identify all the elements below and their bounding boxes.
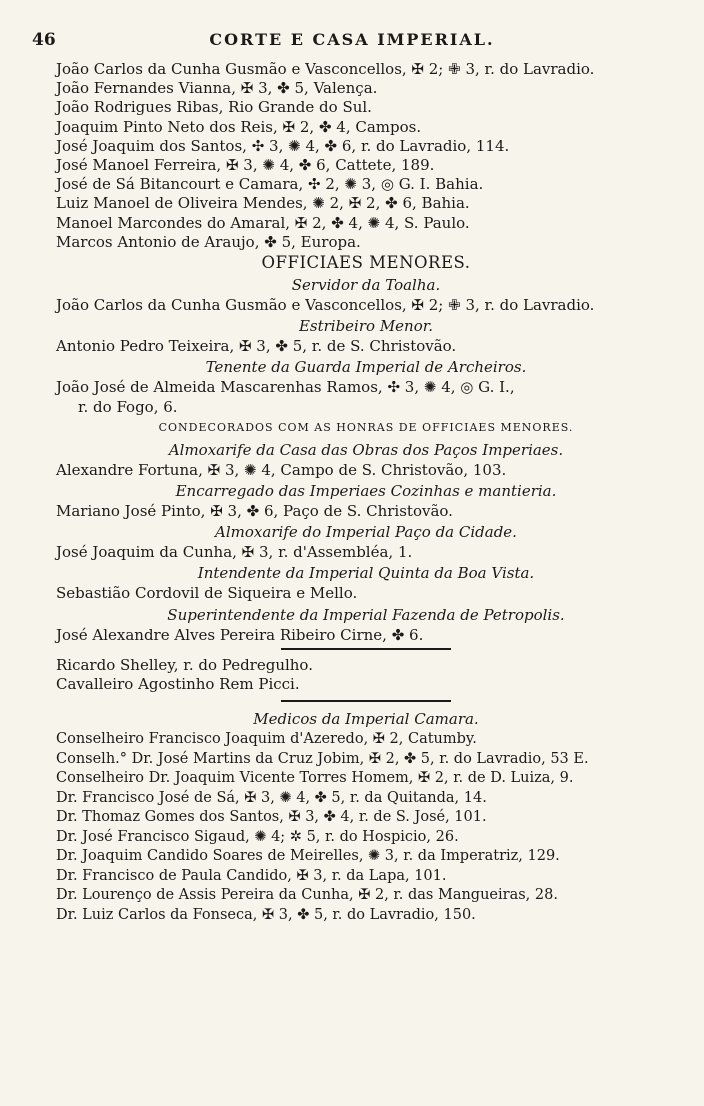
list-item: Alexandre Fortuna, ✠ 3, ✺ 4, Campo de S. Christovão, 103. (56, 460, 507, 479)
list-item: Dr. Thomaz Gomes dos Santos, ✠ 3, ✤ 4, r. de S. José, 101. (56, 809, 487, 826)
section-divider (281, 648, 451, 650)
entry-list-top (56, 60, 676, 252)
list-item: José Joaquim dos Santos, ✣ 3, ✺ 4, ✤ 6, r. do Lavradio, 114. (56, 136, 510, 155)
list-item-continuation: r. do Fogo, 6. (78, 397, 178, 416)
subsection-title: Intendente da Imperial Quinta da Boa Vista. (197, 564, 535, 583)
list-item: Mariano José Pinto, ✠ 3, ✤ 6, Paço de S. Christovão. (56, 502, 453, 521)
subsection-title: Superintendente da Imperial Fazenda de Petropolis. (167, 605, 565, 624)
list-item: Sebastião Cordovil de Siqueira e Mello. (56, 584, 358, 603)
subsection-title: Almoxarife da Casa das Obras dos Paços Imperiaes. (168, 440, 564, 459)
list-item: João Fernandes Vianna, ✠ 3, ✤ 5, Valença. (56, 79, 378, 98)
section-divider (281, 700, 451, 702)
list-item: João Carlos da Cunha Gusmão e Vasconcellos, ✠ 2; ✙ 3, r. do Lavradio. (56, 296, 595, 315)
list-item: Antonio Pedro Teixeira, ✠ 3, ✤ 5, r. de S. Christovão. (56, 337, 457, 356)
list-item: José Alexandre Alves Pereira Ribeiro Cirne, ✤ 6. (56, 625, 424, 644)
list-item: Cavalleiro Agostinho Rem Picci. (56, 675, 300, 694)
subsection-title: Estribeiro Menor. (298, 317, 434, 336)
list-item: Dr. Francisco José de Sá, ✠ 3, ✺ 4, ✤ 5, r. da Quitanda, 14. (56, 789, 487, 806)
list-item: Ricardo Shelley, r. do Pedregulho. (56, 655, 313, 674)
list-item: Luiz Manoel de Oliveira Mendes, ✺ 2, ✠ 2, ✤ 6, Bahia. (56, 194, 470, 213)
page-number: 46 (32, 30, 56, 50)
page-body (56, 60, 676, 925)
list-item: José Manoel Ferreira, ✠ 3, ✺ 4, ✤ 6, Cattete, 189. (56, 156, 435, 175)
list-item: Manoel Marcondes do Amaral, ✠ 2, ✤ 4, ✺ 4, S. Paulo. (56, 213, 470, 232)
list-item: Conselheiro Dr. Joaquim Vicente Torres Homem, ✠ 2, r. de D. Luiza, 9. (56, 770, 574, 787)
list-item: Joaquim Pinto Neto dos Reis, ✠ 2, ✤ 4, Campos. (56, 117, 422, 136)
list-item: João Rodrigues Ribas, Rio Grande do Sul. (56, 98, 372, 117)
subsection-title: Encarregado das Imperiaes Cozinhas e mantieria. (175, 482, 557, 501)
medicos-list (56, 730, 676, 925)
list-item: José Joaquim da Cunha, ✠ 3, r. d'Assembléa, 1. (56, 543, 413, 562)
list-item: José de Sá Bitancourt e Camara, ✣ 2, ✺ 3, ◎ G. I. Bahia. (56, 175, 484, 194)
list-item: Dr. Luiz Carlos da Fonseca, ✠ 3, ✤ 5, r. do Lavradio, 150. (56, 906, 476, 923)
list-item: Conselh.° Dr. José Martins da Cruz Jobim, ✠ 2, ✤ 5, r. do Lavradio, 53 E. (56, 750, 589, 767)
list-item: João José de Almeida Mascarenhas Ramos, ✣ 3, ✺ 4, ◎ G. I., (56, 378, 515, 397)
list-item: Dr. Lourenço de Assis Pereira da Cunha, ✠ 2, r. das Mangueiras, 28. (56, 887, 558, 904)
list-item: Conselheiro Francisco Joaquim d'Azeredo, ✠ 2, Catumby. (56, 731, 477, 748)
list-item: João Carlos da Cunha Gusmão e Vasconcellos, ✠ 2; ✙ 3, r. do Lavradio. (56, 60, 595, 78)
subsection-title: Tenente da Guarda Imperial de Archeiros. (205, 358, 527, 377)
running-title: CORTE E CASA IMPERIAL. (209, 30, 495, 49)
list-item: Marcos Antonio de Araujo, ✤ 5, Europa. (56, 232, 361, 251)
section-heading-condecorados: CONDECORADOS COM AS HONRAS DE OFFICIAES MENORES. (158, 420, 574, 434)
subsection-title: Servidor da Toalha. (291, 276, 441, 295)
subsection-title: Almoxarife do Imperial Paço da Cidade. (215, 523, 517, 542)
list-item: Dr. Joaquim Candido Soares de Meirelles, ✺ 3, r. da Imperatriz, 129. (56, 848, 560, 865)
page-header (0, 30, 704, 54)
section-heading-officiaes: OFFICIAES MENORES. (261, 253, 471, 273)
section-heading-medicos: Medicos da Imperial Camara. (253, 710, 479, 729)
list-item: Dr. Francisco de Paula Candido, ✠ 3, r. da Lapa, 101. (56, 867, 447, 884)
list-item: Dr. José Francisco Sigaud, ✺ 4; ✲ 5, r. do Hospicio, 26. (56, 828, 459, 845)
